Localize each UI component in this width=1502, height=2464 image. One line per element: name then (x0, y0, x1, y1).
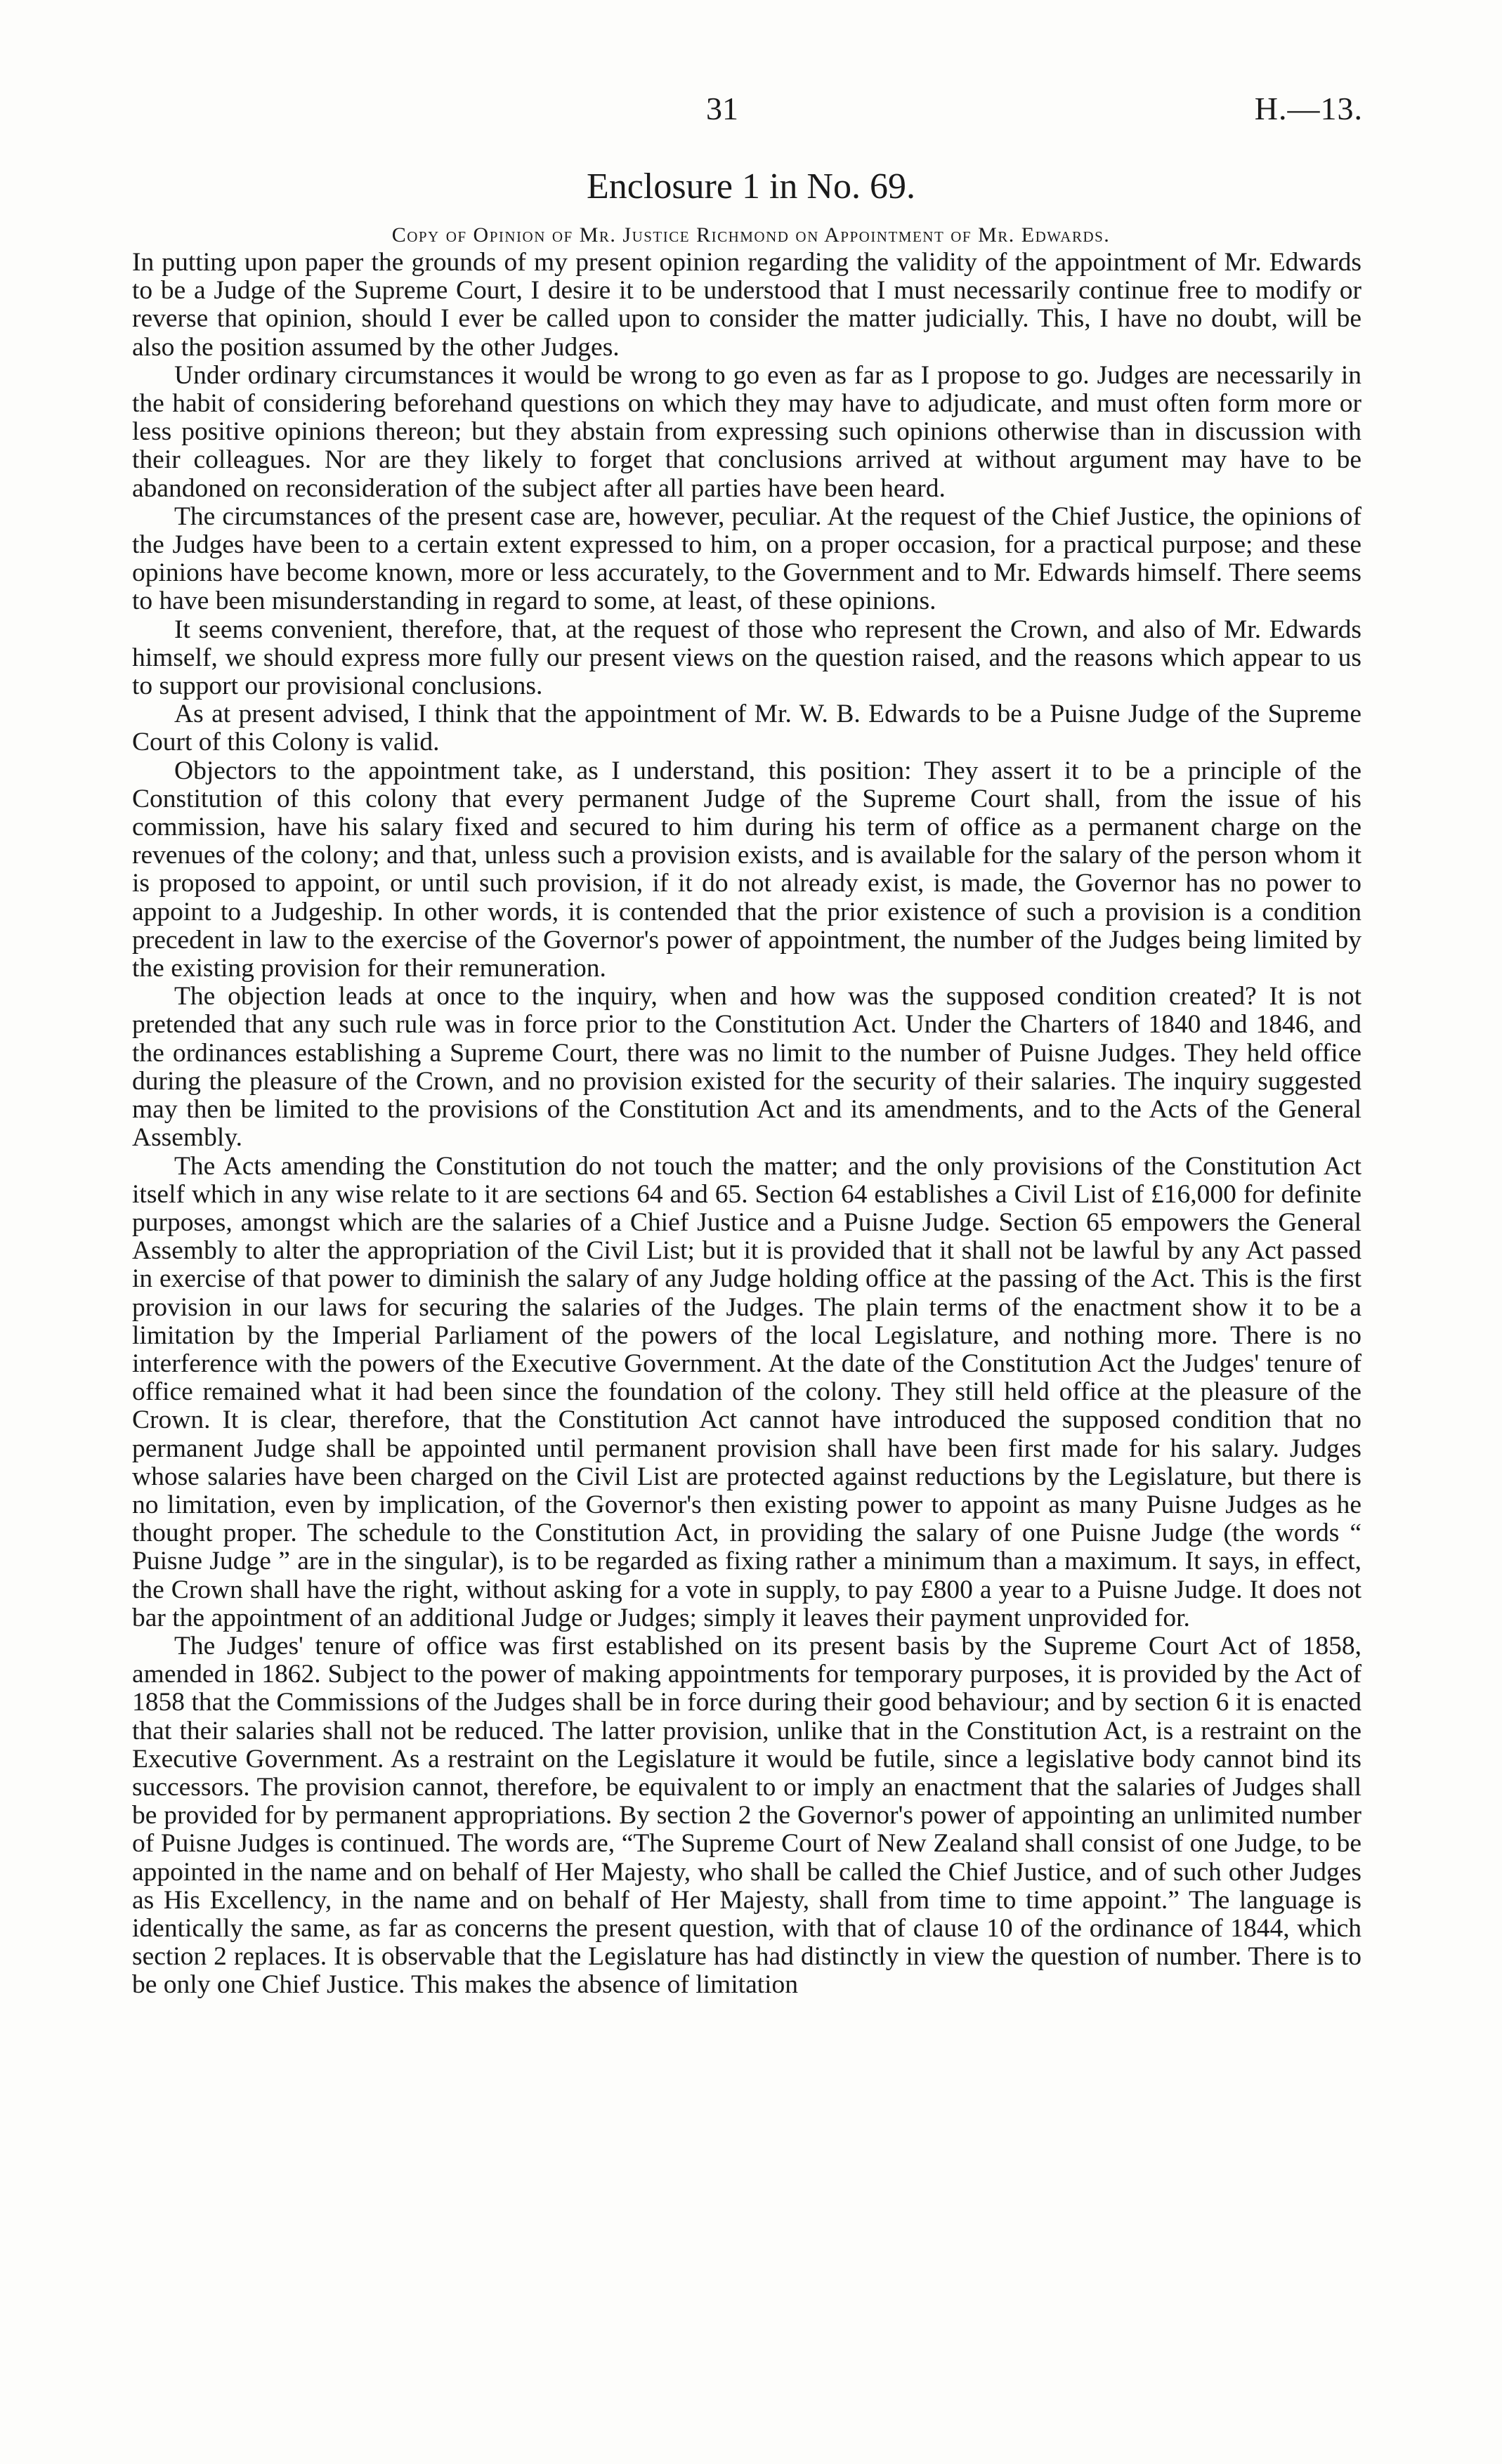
paragraph-8: The Acts amending the Constitution do not touch the matter; and the only provisions of the Constitution Act itself which in any wise relate to it are sections 64 and 65. Section 64 establishes a Civil List of £16,000 for definite purposes, amongst which are the salaries of a Chief Justice and a Puisne Judge. Section 65 empowers the General Assembly to alter the appropriation of the Civil List; but it is provided that it shall not be lawful by any Act passed in exercise of that power to diminish the salary of any Judge holding office at the passing of the Act. This is the first provision in our laws for securing the salaries of the Judges. The plain terms of the enactment show it to be a limitation by the Imperial Parliament of the powers of the local Legislature, and nothing more. There is no interference with the powers of the Executive Government. At the date of the Constitution Act the Judges' tenure of office remained what it had been since the foundation of the colony. They still held office at the pleasure of the Crown. It is clear, therefore, that the Constitution Act cannot have introduced the supposed condition that no permanent Judge shall be appointed until permanent provision shall have been first made for his salary. Judges whose salaries have been charged on the Civil List are protected against reductions by the Legislature, but there is no limitation, even by implication, of the Governor's then existing power to appoint as many Puisne Judges as he thought proper. The schedule to the Constitution Act, in providing the salary of one Puisne Judge (the words “ Puisne Judge ” are in the singular), is to be regarded as fixing rather a minimum than a maximum. It says, in effect, the Crown shall have the right, without asking for a vote in supply, to pay £800 a year to a Puisne Judge. It does not bar the appointment of an additional Judge or Judges; simply it leaves their payment unprovided for. (132, 1151, 1361, 1632)
paragraph-4: It seems convenient, therefore, that, at the request of those who represent the Crown, and also of Mr. Edwards himself, we should express more fully our present views on the question raised, and the reasons which appear to us to support our provisional conclusions. (132, 615, 1361, 701)
page-header (0, 90, 1502, 139)
paragraph-7: The objection leads at once to the inquiry, when and how was the supposed condition created? It is not pretended that any such rule was in force prior to the Constitution Act. Under the Charters of 1840 and 1846, and the ordinances establishing a Supreme Court, there was no limit to the number of Puisne Judges. They held office during the pleasure of the Crown, and no provision existed for the security of their salaries. The inquiry suggested may then be limited to the provisions of the Constitution Act and its amendments, and to the Acts of the General Assembly. (132, 982, 1361, 1153)
opinion-body (132, 249, 1361, 2000)
paragraph-9: The Judges' tenure of office was first established on its present basis by the Supreme Court Act of 1858, amended in 1862. Subject to the power of making appointments for temporary purposes, it is provided by the Act of 1858 that the Commissions of the Judges shall be in force during their good behaviour; and by section 6 it is enacted that their salaries shall not be reduced. The latter provision, unlike that in the Constitution Act, is a restraint on the Executive Government. As a restraint on the Legislature it would be futile, since a legislative body cannot bind its successors. The provision cannot, therefore, be equivalent to or imply an enactment that the salaries of Judges shall be provided for by permanent appropriations. By section 2 the Governor's power of appointing an unlimited number of Puisne Judges is continued. The words are, “The Supreme Court of New Zealand shall consist of one Judge, to be appointed in the name and on behalf of Her Majesty, who shall be called the Chief Justice, and of such other Judges as His Excellency, in the name and on behalf of Her Majesty, shall from time to time appoint.” The language is identically the same, as far as concerns the present question, with that of clause 10 of the ordinance of 1844, which section 2 replaces. It is observable that the Legislature has had distinctly in view the question of number. There is to be only one Chief Justice. This makes the absence of limitation (132, 1631, 1361, 2000)
enclosure-title: Enclosure 1 in No. 69. (587, 166, 915, 207)
paragraph-2: Under ordinary circumstances it would be wrong to go even as far as I propose to go. Judges are necessarily in the habit of considering beforehand questions on which they may have to adjudicate, and must often form more or less positive opinions thereon; but they abstain from expressing such opinions otherwise than in discussion with their colleagues. Nor are they likely to forget that conclusions arrived at without argument may have to be abandoned on reconsideration of the subject after all parties have been heard. (132, 360, 1361, 503)
page-number: 31 (706, 91, 738, 126)
paragraph-5: As at present advised, I think that the appointment of Mr. W. B. Edwards to be a Puisne Judge of the Supreme Court of this Colony is valid. (132, 700, 1361, 757)
document-reference: H.—13. (1254, 91, 1363, 126)
paragraph-1: In putting upon paper the grounds of my present opinion regarding the validity of the appointment of Mr. Edwards to be a Judge of the Supreme Court, I desire it to be understood that I must necessarily continue free to modify or reverse that opinion, should I ever be called upon to consider the matter judicially. This, I have no doubt, will be also the position assumed by the other Judges. (132, 248, 1361, 362)
paragraph-6: Objectors to the appointment take, as I understand, this position: They assert it to be a principle of the Constitution of this colony that every permanent Judge of the Supreme Court shall, from the issue of his commission, have his salary fixed and secured to him during his term of office as a permanent charge on the revenues of the colony; and that, unless such a provision exists, and is available for the salary of the person whom it is proposed to appoint, or until such provision, if it do not already exist, is made, the Governor has no power to appoint to a Judgeship. In other words, it is contended that the prior existence of such a provision is a condition precedent in law to the exercise of the Governor's power of appointment, the number of the Judges being limited by the existing provision for their remuneration. (132, 756, 1361, 983)
document-subtitle: Copy of Opinion of Mr. Justice Richmond on Appointment of Mr. Edwards. (391, 223, 1111, 247)
paragraph-3: The circumstances of the present case are, however, peculiar. At the request of the Chief Justice, the opinions of the Judges have been to a certain extent expressed to him, on a proper occasion, for a practical purpose; and these opinions have become known, more or less accurately, to the Government and to Mr. Edwards himself. There seems to have been misunderstanding in regard to some, at least, of these opinions. (132, 502, 1361, 616)
